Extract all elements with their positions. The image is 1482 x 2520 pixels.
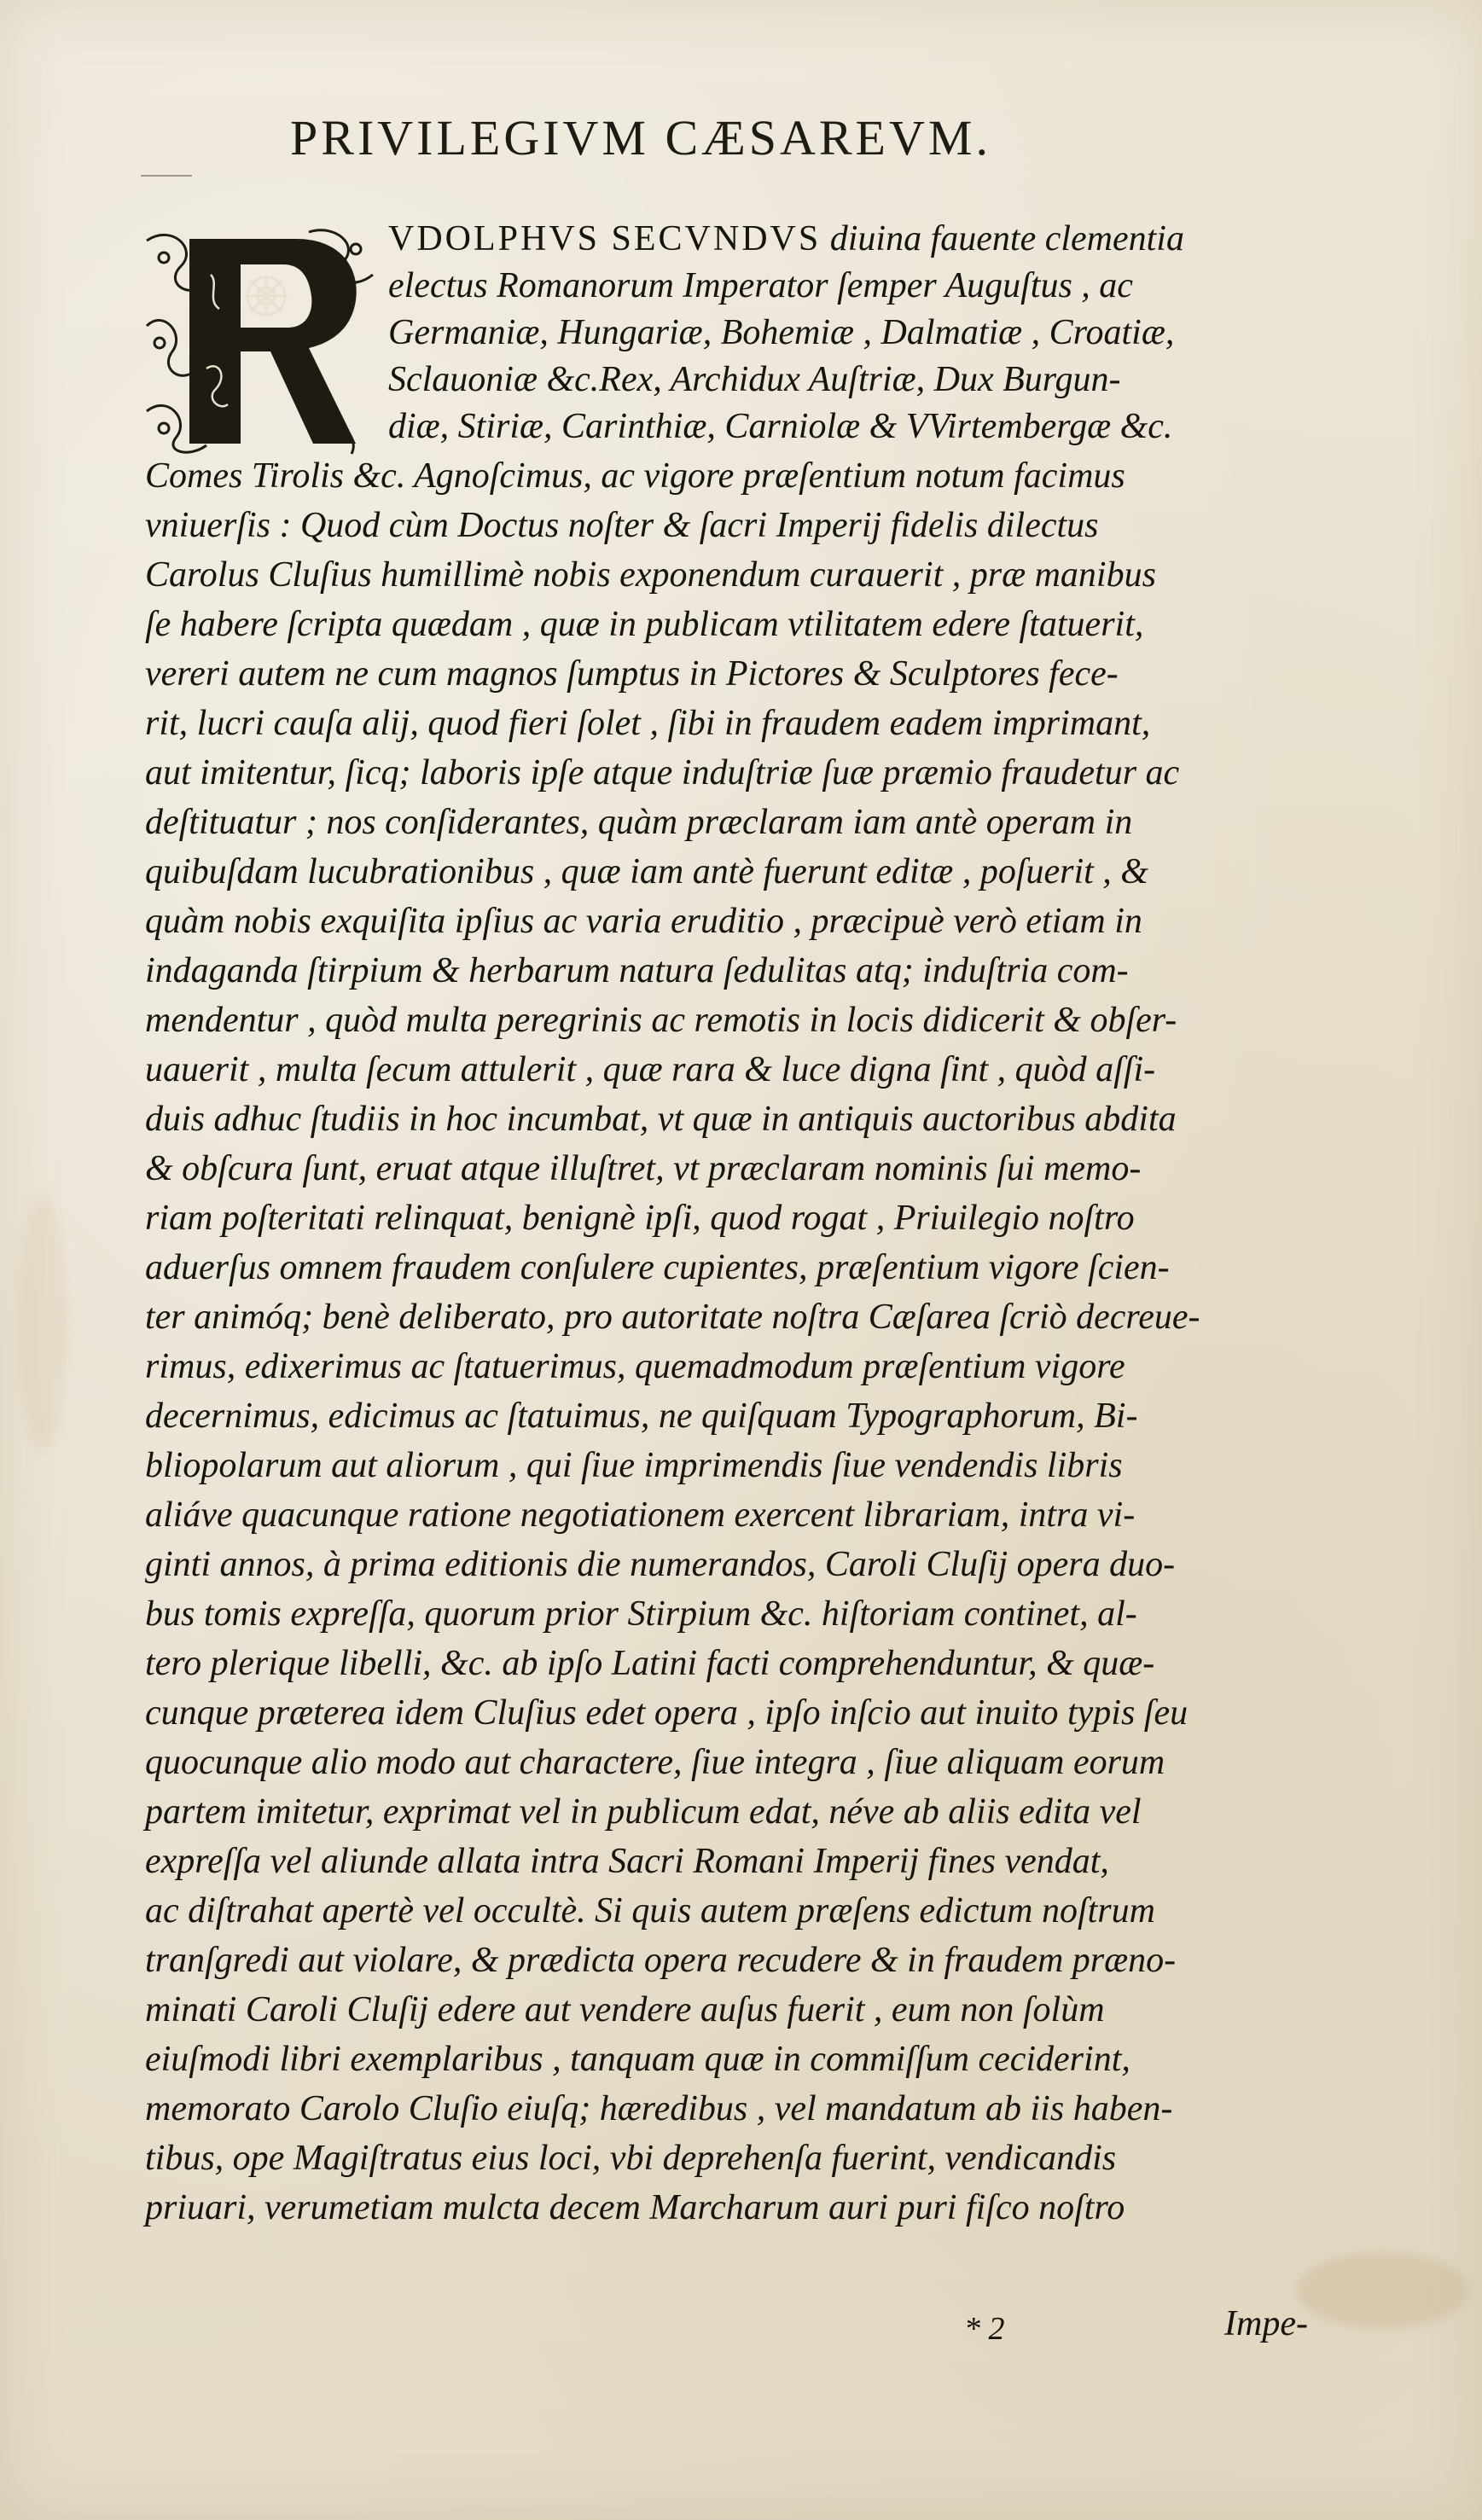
text-line: tibus, ope Magiſtratus eius loci, vbi deprehenſa fuerint, vendicandis [145,2139,1117,2178]
opening-small-caps: VDOLPHVS SECVNDVS [388,219,822,258]
text-line: eiuſmodi libri exemplaribus , tanquam quæ in commiſſum ceciderint, [145,2040,1130,2079]
text-line: rimus, edixerimus ac ſtatuerimus, quemadmodum præſentium vigore [145,1347,1125,1386]
text-line: ginti annos, à prima editionis die numerandos, Caroli Cluſij opera duo- [145,1545,1176,1584]
ornamental-initial-icon [138,224,381,461]
text-line: bliopolarum aut aliorum , qui ſiue imprimendis ſiue vendendis libris [145,1446,1123,1485]
text-line: indaganda ſtirpium & herbarum natura ſedulitas atq; induſtria com- [145,951,1129,990]
text-line: aut imitentur, ſicq; laboris ipſe atque induſtriæ ſuæ præmio fraudetur ac [145,753,1180,793]
text-line: aliáve quacunque ratione negotiationem exercent librariam, intra vi- [145,1495,1136,1535]
text-line: duis adhuc ſtudiis in hoc incumbat, vt quæ in antiquis auctoribus abdita [145,1100,1177,1139]
text-line: mendentur , quòd multa peregrinis ac remotis in locis didicerit & obſer- [145,1001,1177,1040]
text-line: quàm nobis exquiſita ipſius ac varia eruditio , præcipuè verò etiam in [145,902,1142,941]
text-line: vniuerſis : Quod cùm Doctus noſter & ſacri Imperij fidelis dilectus [145,506,1099,545]
text-line: quibuſdam lucubrationibus , quæ iam antè fuerunt editæ , poſuerit , & [145,852,1148,891]
signature-mark: * 2 [964,2311,1005,2347]
text-line: quocunque alio modo aut charactere, ſiue integra , ſiue aliquam eorum [145,1743,1165,1782]
text-line: minati Caroli Cluſij edere aut vendere auſus fuerit , eum non ſolùm [145,1990,1105,2029]
paper-stain [1297,2252,1467,2329]
text-line: & obſcura ſunt, eruat atque illuſtret, vt præclaram nominis ſui memo- [145,1149,1142,1188]
text-line: ſe habere ſcripta quædam , quæ in publicam vtilitatem edere ſtatuerit, [145,605,1144,644]
text-line: diæ, Stiriæ, Carinthiæ, Carniolæ & VVirtembergæ &c. [388,407,1173,446]
text-line: tero plerique libelli, &c. ab ipſo Latini facti comprehenduntur, & quæ- [145,1644,1155,1683]
text-line-content: diuina fauente clementia [821,219,1184,258]
text-line: bus tomis expreſſa, quorum prior Stirpium &c. hiſtoriam continet, al- [145,1594,1137,1634]
text-line: decernimus, edicimus ac ſtatuimus, ne quiſquam Typographorum, Bi- [145,1396,1138,1436]
text-line: priuari, verumetiam mulcta decem Marcharum auri puri fiſco noſtro [145,2188,1125,2227]
text-line: deſtituatur ; nos conſiderantes, quàm præclaram iam antè operam in [145,803,1133,842]
text-line: partem imitetur, exprimat vel in publicum edat, néve ab aliis edita vel [145,1792,1142,1832]
catchword: Impe- [1224,2304,1308,2343]
text-line: expreſſa vel aliunde allata intra Sacri Romani Imperij fines vendat, [145,1842,1109,1881]
text-line [388,215,1184,263]
decorated-initial-R [138,224,381,461]
paper-stain [17,1194,68,1450]
text-line: memorato Carolo Cluſio eiuſq; hæredibus , vel mandatum ab iis haben- [145,2089,1173,2128]
page-title: PRIVILEGIVM CÆSAREVM. [290,110,991,165]
text-line: tranſgredi aut violare, & prædicta opera recudere & in fraudem præno- [145,1941,1177,1980]
text-line: uauerit , multa ſecum attulerit , quæ rara & luce digna ſint , quòd aſſi- [145,1050,1156,1089]
text-line: Comes Tirolis &c. Agnoſcimus, ac vigore præſentium notum facimus [145,456,1125,496]
text-line: Sclauoniæ &c.Rex, Archidux Auſtriæ, Dux Burgun- [388,360,1121,399]
text-line: riam poſteritati relinquat, benignè ipſi, quod rogat , Priuilegio noſtro [145,1199,1135,1238]
text-line: Germaniæ, Hungariæ, Bohemiæ , Dalmatiæ , Croatiæ, [388,313,1175,352]
text-line: vereri autem ne cum magnos ſumptus in Pictores & Sculptores fece- [145,654,1119,694]
text-line: ter animóq; benè deliberato, pro autoritate noſtra Cæſarea ſcriò decreue- [145,1298,1200,1337]
text-line: ac diſtrahat apertè vel occultè. Si quis autem præſens edictum noſtrum [145,1891,1155,1931]
text-line: rit, lucri cauſa alij, quod fieri ſolet , ſibi in fraudem eadem imprimant, [145,704,1151,743]
text-line: aduerſus omnem fraudem conſulere cupientes, præſentium vigore ſcien- [145,1248,1170,1287]
text-line: cunque præterea idem Cluſius edet opera , ipſo inſcio aut inuito typis ſeu [145,1693,1189,1733]
text-line: Carolus Cluſius humillimè nobis exponendum curauerit , præ manibus [145,555,1156,595]
text-line: electus Romanorum Imperator ſemper Auguſtus , ac [388,266,1133,305]
margin-mark [141,175,192,177]
